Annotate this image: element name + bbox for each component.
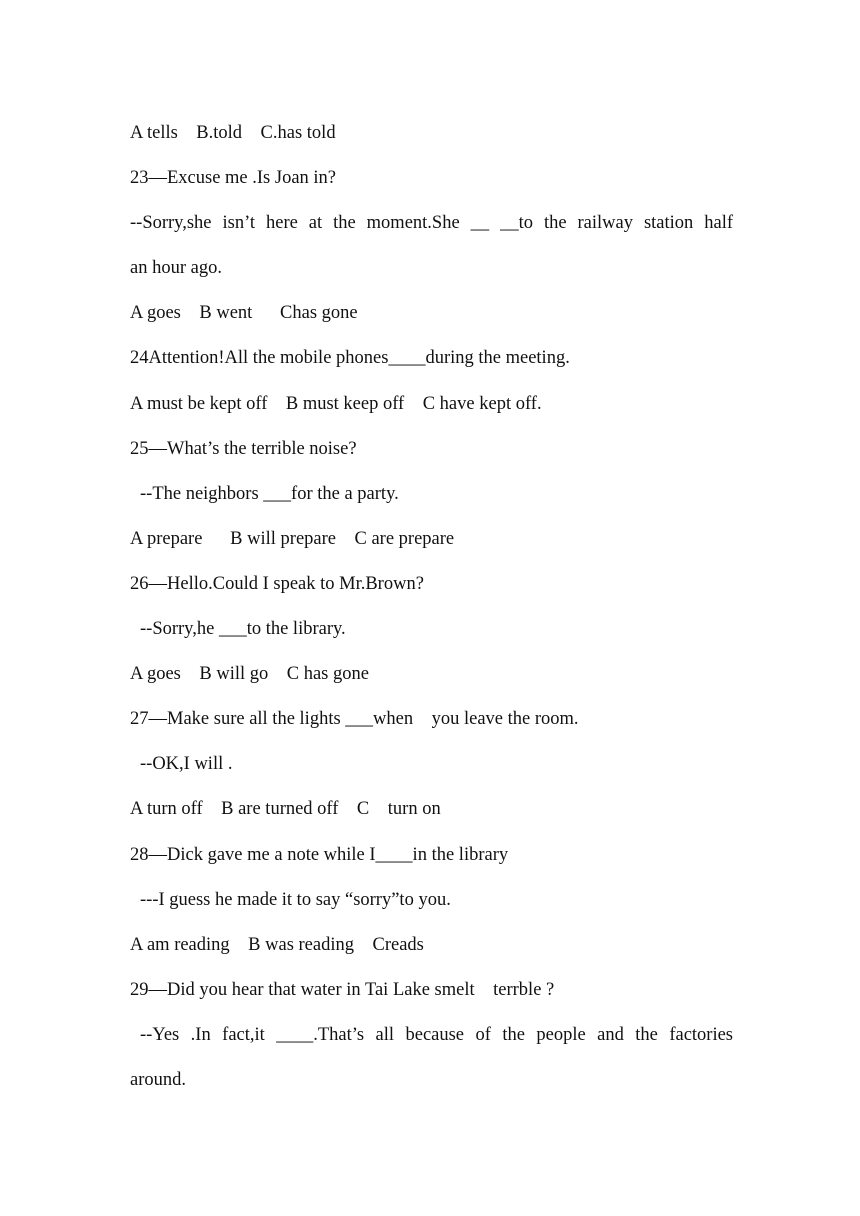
q23-reply-line-2: an hour ago. (130, 258, 222, 279)
q26-options: A goes B will go C has gone (130, 664, 369, 685)
q26-reply: --Sorry,he ___to the library. (140, 619, 346, 640)
question-text-block (130, 111, 733, 1103)
q27-question: 27—Make sure all the lights ___when you leave the room. (130, 709, 579, 730)
q22-options: A tells B.told C.has told (130, 123, 336, 143)
q25-question: 25—What’s the terrible noise? (130, 438, 357, 459)
q26-question: 26—Hello.Could I speak to Mr.Brown? (130, 573, 424, 594)
q25-options: A prepare B will prepare C are prepare (130, 528, 455, 549)
q23-reply-line-1: --Sorry,she isn’t here at the moment.She __ __to the railway station half (130, 213, 733, 234)
q25-reply: --The neighbors ___for the a party. (140, 483, 399, 504)
q24-options: A must be kept off B must keep off C have kept off. (130, 393, 542, 414)
q29-question: 29—Did you hear that water in Tai Lake smelt terrble ? (130, 979, 555, 1000)
q27-options: A turn off B are turned off C turn on (130, 799, 441, 820)
q29-reply-line-1: --Yes .In fact,it ____.That’s all because of the people and the factories (140, 1024, 733, 1045)
q28-question: 28—Dick gave me a note while I____in the library (130, 844, 509, 865)
q27-reply: --OK,I will . (140, 754, 233, 775)
q28-reply: ---I guess he made it to say “sorry”to you. (140, 889, 451, 910)
q28-options: A am reading B was reading Creads (130, 934, 424, 955)
q24-question: 24Attention!All the mobile phones____during the meeting. (130, 348, 570, 369)
q23-question: 23—Excuse me .Is Joan in? (130, 168, 337, 189)
q23-options: A goes B went Chas gone (130, 303, 358, 324)
q29-reply-line-2: around. (130, 1069, 186, 1090)
